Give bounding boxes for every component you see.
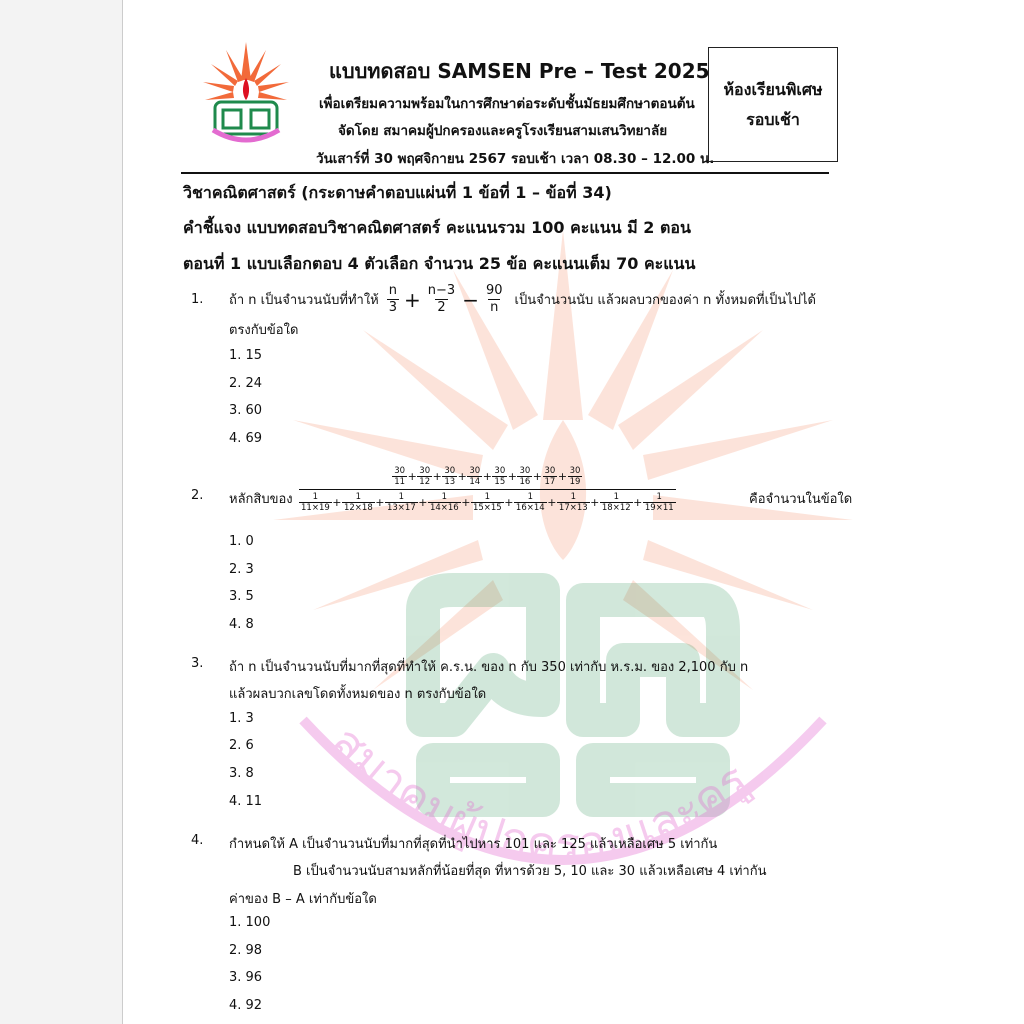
q2-numer-fraction: $\frac{30}{19}$ [569, 466, 581, 487]
q2-numer-fraction: $\frac{30}{16}$ [519, 466, 531, 487]
q2-numer-fraction: $\frac{30}{13}$ [444, 466, 456, 487]
q2-denom-fraction: $\frac{1}{16\times 14}$ [515, 492, 545, 513]
q4-line1: กำหนดให้ A เป็นจำนวนนับที่มากที่สุดที่นำไปหาร 101 และ 125 แล้วเหลือเศษ 5 เท่ากัน [229, 837, 718, 852]
q2-denom-plus: + [633, 495, 643, 509]
q2-number: 2. [191, 488, 204, 503]
q1-option-1[interactable]: 1. 15 [229, 348, 263, 363]
exam-page [122, 0, 1024, 1024]
q2-numerator [392, 466, 582, 487]
q4-line3: ค่าของ B – A เท่ากับข้อใด [229, 892, 377, 907]
q2-numer-plus: + [457, 469, 467, 483]
q3-option-3[interactable]: 3. 8 [229, 766, 254, 781]
q2-denom-fraction: $\frac{1}{15\times 15}$ [472, 492, 502, 513]
q2-denom-plus: + [418, 495, 428, 509]
q3-line2: แล้วผลบวกเลขโดดทั้งหมดของ n ตรงกับข้อใด [229, 687, 487, 702]
q2-numer-fraction: $\frac{30}{11}$ [394, 466, 406, 487]
q2-numer-plus: + [532, 469, 543, 483]
q1-post: เป็นจำนวนนับ แล้วผลบวกของค่า n ทั้งหมดที่เป็นไปได้ [514, 293, 816, 308]
q2-numer-plus: + [432, 469, 442, 483]
q2-denom-fraction: $\frac{1}{11\times 19}$ [301, 492, 330, 513]
q2-numer-plus: + [482, 469, 492, 483]
q2-numer-plus: + [557, 469, 568, 483]
q3-option-1[interactable]: 1. 3 [229, 711, 254, 726]
header-divider [181, 172, 829, 174]
q2-option-3[interactable]: 3. 5 [229, 589, 254, 604]
school-logo [201, 40, 291, 150]
q2-denom-plus: + [590, 495, 600, 509]
q3-number: 3. [191, 656, 204, 671]
q1-text: ถ้า n เป็นจำนวนนับที่ทำให้ $\frac{n}{3}$ + $\frac{n-3}{2}$ − $\frac{90}{n}$ เป็นจำนวนนับ แล้วผลบวกของค่า n ทั้งหมดที่เป็นไปได้ [229, 283, 816, 315]
q1-frac3: $\frac{90}{n}$ [485, 283, 503, 315]
q2-pre: หลักสิบของ [229, 492, 293, 507]
header-organizer: จัดโดย สมาคมผู้ปกครองและครูโรงเรียนสามเสนวิทยาลัย [338, 123, 668, 139]
q1-number: 1. [191, 292, 204, 307]
q2-post: คือจำนวนในข้อใด [749, 492, 853, 507]
q4-option-4[interactable]: 4. 92 [229, 998, 263, 1013]
q2-denom-fraction: $\frac{1}{12\times 18}$ [343, 492, 373, 513]
q1-frac1: $\frac{n}{3}$ [388, 283, 398, 315]
watermark-text: สมาคมผู้ปกครองและครู [320, 714, 758, 872]
q2-option-1[interactable]: 1. 0 [229, 534, 254, 549]
q2-numer-fraction: $\frac{30}{14}$ [469, 466, 481, 487]
q2-numer-fraction: $\frac{30}{12}$ [419, 466, 431, 487]
q1-frac2: $\frac{n-3}{2}$ [427, 283, 456, 315]
q2-numer-fraction: $\frac{30}{17}$ [544, 466, 556, 487]
exam-title: แบบทดสอบ SAMSEN Pre – Test 2025 [329, 59, 710, 83]
q3-line1: ถ้า n เป็นจำนวนนับที่มากที่สุดที่ทำให้ ค.ร.น. ของ n กับ 350 เท่ากับ ห.ร.ม. ของ 2,100 กับ n [229, 660, 749, 675]
q1-pre: ถ้า n เป็นจำนวนนับที่ทำให้ [229, 293, 379, 308]
q4-option-2[interactable]: 2. 98 [229, 943, 263, 958]
room-type: ห้องเรียนพิเศษ [723, 79, 823, 99]
q2-denom-plus: + [461, 495, 471, 509]
q2-numer-plus: + [507, 469, 517, 483]
q1-line2: ตรงกับข้อใด [229, 323, 299, 338]
q1-option-4[interactable]: 4. 69 [229, 431, 263, 446]
q2-denom-plus: + [332, 495, 342, 509]
q4-number: 4. [191, 833, 204, 848]
room-box [708, 47, 838, 162]
q2-expression [299, 466, 676, 513]
q2-option-4[interactable]: 4. 8 [229, 617, 254, 632]
q2-option-2[interactable]: 2. 3 [229, 562, 254, 577]
q1-option-2[interactable]: 2. 24 [229, 376, 263, 391]
q4-option-3[interactable]: 3. 96 [229, 970, 263, 985]
q2-denom-fraction: $\frac{1}{14\times 16}$ [429, 492, 459, 513]
q2-denom-fraction: $\frac{1}{17\times 13}$ [558, 492, 588, 513]
q2-numer-fraction: $\frac{30}{15}$ [494, 466, 506, 487]
header-purpose: เพื่อเตรียมความพร้อมในการศึกษาต่อระดับชั้นมัธยมศึกษาตอนต้น [319, 96, 695, 112]
q2-denom-plus: + [547, 495, 557, 509]
q2-numer-plus: + [407, 469, 417, 483]
q2-denom-fraction: $\frac{1}{18\times 12}$ [601, 492, 631, 513]
header-date: วันเสาร์ที่ 30 พฤศจิกายน 2567 รอบเช้า เวลา 08.30 – 12.00 น. [316, 151, 715, 167]
q4-line2: B เป็นจำนวนนับสามหลักที่น้อยที่สุด ที่หารด้วย 5, 10 และ 30 แล้วเหลือเศษ 4 เท่ากัน [293, 864, 767, 879]
q2-denom-fraction: $\frac{1}{13\times 17}$ [386, 492, 416, 513]
q3-option-4[interactable]: 4. 11 [229, 794, 263, 809]
subject-heading: วิชาคณิตศาสตร์ (กระดาษคำตอบแผ่นที่ 1 ข้อที่ 1 – ข้อที่ 34) [183, 183, 612, 202]
instruction-heading: คำชี้แจง แบบทดสอบวิชาคณิตศาสตร์ คะแนนรวม 100 คะแนน มี 2 ตอน [183, 218, 691, 237]
part1-heading: ตอนที่ 1 แบบเลือกตอบ 4 ตัวเลือก จำนวน 25 ข้อ คะแนนเต็ม 70 คะแนน [183, 254, 696, 273]
q1-option-3[interactable]: 3. 60 [229, 403, 263, 418]
q4-option-1[interactable]: 1. 100 [229, 915, 271, 930]
session: รอบเช้า [746, 109, 800, 129]
q2-denominator [299, 492, 676, 513]
q2-denom-plus: + [375, 495, 385, 509]
q2-denom-plus: + [504, 495, 514, 509]
q2-denom-fraction: $\frac{1}{19\times 11}$ [644, 492, 674, 513]
q3-option-2[interactable]: 2. 6 [229, 738, 254, 753]
